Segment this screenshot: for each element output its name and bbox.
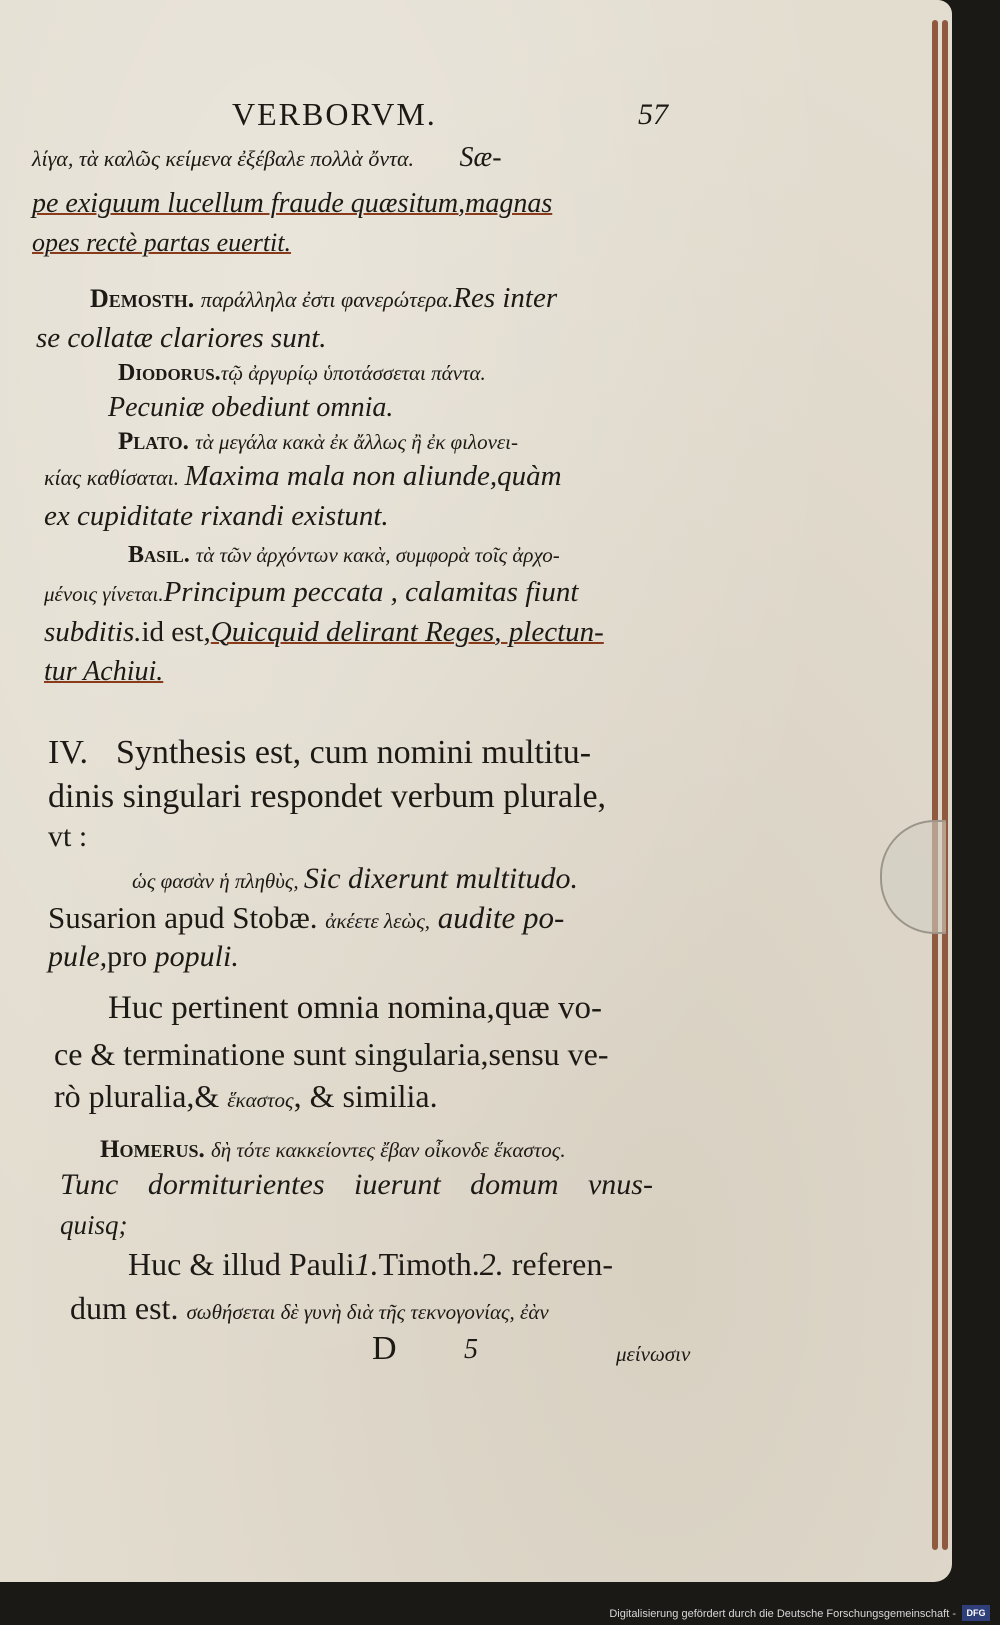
text-line: tur Achiui. xyxy=(44,656,164,687)
text-line: ὡς φασὰν ἡ πληθὺς, Sic dixerunt multitudo. xyxy=(132,862,579,895)
text-line: pe exiguum lucellum fraude quæsitum,magnas xyxy=(32,188,553,219)
text-line: λίγα, τὰ καλῶς κείμενα ἐξέβαλε πολλὰ ὄντα. Sæ- xyxy=(32,142,502,173)
text-line: se collatæ clariores sunt. xyxy=(36,322,327,354)
text-line: Demosth. παράλληλα ἐστι φανερώτερα.Res inter xyxy=(90,282,558,314)
text-line: vt : xyxy=(48,820,88,853)
text-line: Tunc dormiturientes iuerunt domum vnus- xyxy=(60,1168,653,1201)
text-line: Homerus. δὴ τότε κακκείοντες ἔβαν οἶκονδε ἕκαστος. xyxy=(100,1136,566,1163)
text-line: ex cupiditate rixandi existunt. xyxy=(44,500,389,532)
text-line: dum est. σωθήσεται δὲ γυνὴ διὰ τῆς τεκνογονίας, ἐὰν xyxy=(70,1290,549,1326)
page-number: 57 xyxy=(638,98,668,131)
page-clip xyxy=(880,820,946,934)
signature-number: 5 xyxy=(464,1334,478,1365)
text-line: Plato. τὰ μεγάλα κακὰ ἐκ ἄλλως ἢ ἐκ φιλονει- xyxy=(118,428,519,455)
footer-credit: Digitalisierung gefördert durch die Deutsche Forschungsgemeinschaft - xyxy=(609,1608,956,1620)
text-line: subditis.id est,Quicquid delirant Reges, plectun- xyxy=(44,616,604,648)
running-head: VERBORVM. xyxy=(232,96,437,132)
catchword: μείνωσιν xyxy=(616,1342,691,1366)
text-line: κίας καθίσαται. Maxima mala non aliunde,quàm xyxy=(44,460,562,492)
text-line: μένοις γίνεται.Principum peccata , calamitas fiunt xyxy=(44,576,579,608)
text-line: IV. Synthesis est, cum nomini multitu- xyxy=(48,734,592,771)
text-line: dinis singulari respondet verbum plurale, xyxy=(48,778,607,815)
text-line: opes rectè partas euertit. xyxy=(32,228,291,257)
signature-mark: D xyxy=(372,1330,397,1367)
dfg-logo: DFG xyxy=(962,1605,990,1621)
text-line: ce & terminatione sunt singularia,sensu ve- xyxy=(54,1036,609,1072)
text-line: rò pluralia,& ἕκαστος, & similia. xyxy=(54,1078,438,1114)
text-line: quisq; xyxy=(60,1210,128,1240)
text-line: Susarion apud Stobæ. ἀκέετε λεὼς, audite po- xyxy=(48,900,565,935)
text-line: Huc pertinent omnia nomina,quæ vo- xyxy=(108,990,602,1026)
text-line: pule,pro populi. xyxy=(48,940,239,973)
page-edge xyxy=(942,20,948,1550)
text-line: Diodorus.τῷ ἀργυρίῳ ὑποτάσσεται πάντα. xyxy=(118,360,486,386)
page-edge xyxy=(932,20,938,1550)
text-line: Basil. τὰ τῶν ἀρχόντων κακὰ, συμφορὰ τοῖς ἀρχο- xyxy=(128,542,560,568)
text-line: Huc & illud Pauli1.Timoth.2. referen- xyxy=(128,1246,613,1282)
text-line: Pecuniæ obediunt omnia. xyxy=(108,392,394,423)
